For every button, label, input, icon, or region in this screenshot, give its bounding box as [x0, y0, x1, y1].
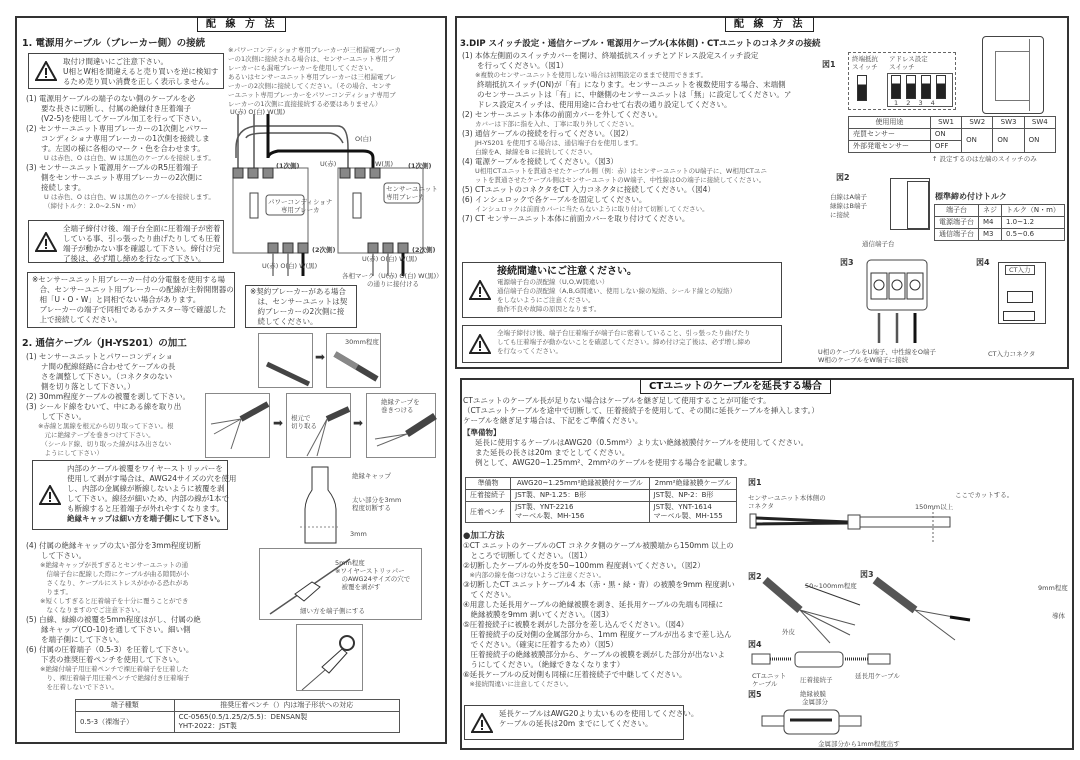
warning-box-2: 全端子締付け後、端子台全面に圧着端子が密着 している事、引っ張ったり曲げたりしても圧着 端子が動かない事を確認して下さい。締付け完 了後は、必ず増し締めを行なって下さい。	[28, 220, 224, 263]
ext-fig3-cable	[870, 575, 980, 645]
ext-fig5-note: 金属部分から1mm程度出す	[818, 740, 900, 748]
fig3-label: 図3	[840, 258, 854, 267]
ext-fig1-connector: センサーユニット本体側の コネクタ	[748, 494, 826, 510]
diagram-label: (1次側)	[408, 162, 432, 170]
step-line: ※複数のセンサーユニットを使用しない場合は初期設定のままで使用できます。	[462, 71, 708, 79]
step-text: (V2-5)を使用してケーブル加工を行って下さい。	[26, 114, 207, 123]
step-line: ところで切断してください。（図1）	[463, 551, 592, 560]
step-line: ⑥延長ケーブルの反対側も同様に圧着接続子で中継してください。	[463, 670, 687, 679]
warning-icon	[469, 280, 491, 300]
step-text: 接続します。	[26, 183, 86, 192]
section3-steps	[462, 51, 791, 224]
diagram-label: U(赤) O(白) W(黒)	[230, 108, 286, 116]
comm-terminal-figure	[890, 178, 930, 230]
step-line: JH-YS201 を使用する場合は、通信端子台を使用します。	[462, 139, 642, 147]
cap-3mm-label: 3mm	[350, 530, 367, 538]
breaker-pc-label: パワーコンディショナ 専用ブレーカ	[268, 198, 333, 214]
ext-fig2-length: 50~100mm程度	[805, 582, 857, 590]
address-switch-2[interactable]	[906, 75, 916, 99]
step-line: ①CT ユニットのケーブルのCT コネクタ側のケーブル被膜端から150mm 以上の	[463, 541, 734, 550]
diagram-label: (1次側)	[276, 162, 300, 170]
processing-method: ●加工方法 ①CT ユニットのケーブルのCT コネクタ側のケーブル被膜端から150mm 以上の ところで切断してください。（図1） ②切断したケーブルの外皮を50~100mm 程度剥いてください。（図2） ※内部の線を傷つけないようご注意ください。 ③切断したCT ユニットケーブル4 本（赤・黒・緑・青）の被膜を9mm 程度剥い てください。 ④用意した延長用ケーブルの絶縁被膜を剥き、延長用ケーブルの先端も同様に 絶縁被膜を9mm 剥いてください。（図3） ⑤圧着接続子に被膜を剥がした部分を差し込んでください。（図4） 圧着接続子の反対側の金属部分から、1mm 程度ケーブルが出るまで差し込ん でください。（確実に圧着するため）（図5） 圧着接続子の絶縁被膜部分から、ケーブルの被膜を剥がした部分が出ないよ うにしてください。（絶縁できなくなります） ⑥延長ケーブルの反対側も同様に圧着接続子で中継してください。 ※接続間違いに注意してください。	[463, 531, 735, 688]
address-switch-3[interactable]	[921, 75, 931, 99]
sensor-unit-device	[982, 36, 1044, 114]
step-text: コンディショナ専用ブレーカーの1次側を接続しま	[26, 134, 210, 143]
left-title: 配 線 方 法	[197, 17, 286, 32]
fig-cable-5: 絶縁テープを 巻きつける	[366, 393, 436, 458]
ext-fig1-label: 図1	[748, 478, 762, 487]
step-line: カバーは下部に指を入れ、丁寧に取り外してください。	[462, 120, 638, 128]
diagram-label: U(赤)	[320, 160, 337, 168]
warning-text: 取付け間違いにご注意下さい。	[63, 57, 168, 66]
step-line: 白線をA、緑線をB に接続してください。	[462, 148, 597, 156]
section2-steps: (1) センサーユニットとパワーコンディショ ナ間の配線経路に合わせてケーブルの長 さを調整して下さい。（コネクタのない 側を切り落として下さい。） (2) 30mm程度ケーブルの被覆を剥して下さい。 (3) シールド線をむいて、中にある線を取り出 して下さい。 ※赤線と黒線を根元から切り取って下さい。根 元に絶縁テープを巻きつけて下さい。 （シールド線、切り取った線がはみ出さない ようにして下さい）	[26, 352, 190, 457]
fig2-note: 白線はA端子 緑線はB端子 に接続	[830, 193, 867, 219]
ext-fig4-label: 図4	[748, 640, 762, 649]
address-switch-4[interactable]	[936, 75, 946, 99]
table-header: 端子種類	[76, 700, 175, 712]
ext-fig4-ct: CTユニット ケーブル	[752, 672, 787, 688]
warning-icon	[35, 232, 57, 252]
fig2-label: 図2	[836, 173, 850, 182]
step-line: ⑤圧着接続子に被膜を剥がした部分を差し込んでください。（図4）	[463, 620, 689, 629]
ext-fig4-connector	[750, 650, 900, 670]
tightening-warning-box: 全端子締付け後、端子台圧着端子が端子台に密着していること、引っ張ったり曲げたり しても圧着端子が動かないことを確認してください。締め付け完了後は、必ず増し締め を行なってください。	[462, 325, 782, 363]
switch-note: ↑ 設定するのは左端のスイッチのみ	[932, 155, 1037, 163]
warning-text: るため売り買い消費を正しく表示しません。	[63, 77, 214, 86]
bottom-right-title: CTユニットのケーブルを延長する場合	[640, 379, 831, 394]
table-cell: CC-0565(0.5/1.25/2/5.5)：DENSAN製 YHT-2022：JST製	[174, 712, 399, 733]
arrow-icon: ➡	[353, 416, 364, 430]
ext-fig1-cable	[748, 508, 958, 543]
step-line: ②切断したケーブルの外皮を50~100mm 程度剥いてください。（図2）	[463, 561, 705, 570]
step-text: (2) センサーユニット専用ブレーカーの1次側とパワー	[26, 124, 209, 133]
step-line: でください。（確実に圧着するため）（図5）	[463, 640, 618, 649]
step-line: ※内部の線を傷つけないようご注意ください。	[463, 571, 605, 579]
step-text: す。左図の様に各相のマーク・色を合わせます。	[26, 144, 205, 153]
arrow-icon: ➡	[273, 416, 284, 430]
diagram-label: O(白)	[355, 135, 372, 143]
crimp-tool-table	[75, 699, 400, 733]
ext-fig3-conductor: 導体	[1052, 612, 1065, 620]
step-text: (3) センサーユニット電源用ケーブルのR5圧着端子	[26, 163, 199, 172]
ext-fig5-metal: 金属部分	[802, 698, 828, 706]
ext-fig5-connector	[760, 708, 870, 738]
warning-icon	[469, 334, 491, 354]
step-line: のセンサーユニットは「有」に、中継側のセンサーユニットは「無」に設定してください。ア	[462, 90, 792, 99]
ct-input-figure: CT入力	[998, 262, 1046, 324]
step-line: 絶縁被膜を9mm 剥いてください。（図3）	[463, 610, 614, 619]
fig1-label: 図1	[822, 60, 836, 69]
preparation-table: 準備物 AWG20~1.25mm²絶縁被膜付ケーブル 2mm²絶縁被膜ケーブル 圧着接続子 JST製、NP-1.25：B形 JST製、NP-2：B形 圧着ペンチ JST製、YNT-2216 マーベル製、MH-156 JST製、YNT-1614 マーベル製、MH-155	[465, 477, 737, 523]
distribution-board-note: ※センサーユニット用ブレーカー付の分電盤を使用する場 合、センサーユニット用ブレーカーの配線が主幹開閉器の 相「U・O・W」と同相でない場合があります。 ブレーカーの端子で同相であるかテスター等で確認した 上で接続してください。	[27, 272, 235, 328]
warning-icon	[35, 61, 57, 81]
step-line: (5) CTユニットのコネクタをCT 入力コネクタに接続してください。（図4）	[462, 185, 715, 194]
step-line: U相用CTユニットを貫通させたケーブル側（例：赤）はセンサーユニットのU端子に、W相用CTユニ	[462, 167, 767, 175]
breaker-side-note: ※パワーコンディショナ専用ブレーカーが三相漏電ブレーカ ーの1次側に接続される場合は、センサーユニット専用ブ レーカーにも漏電ブレーカーを使用してください。 あるいはセンサーユニット専用ブレーカーは三相漏電ブレ ーカーの2次側に接続してください。（その場合、センサ ーユニット専用ブレーカーをパワーコンディショナ専用ブ レーカーの1次側に直接接続する必要はありません）	[228, 46, 402, 108]
cap-label: 絶縁キャップ	[352, 472, 391, 480]
step-text: (1) 電源用ケーブルの端子のない側のケーブルを必	[26, 94, 196, 103]
section1-steps	[26, 94, 215, 211]
fig-cap-strip: 5mm程度 ※ワイヤーストリッパー のAWG24サイズの穴で 被覆を剥がす 細い方を端子側にする	[259, 548, 422, 620]
step-line: (4) 電源ケーブルを接続してください。（図3）	[462, 157, 618, 166]
diagram-label: (2次側)	[312, 246, 336, 254]
fig-cable-1	[258, 333, 313, 388]
power-terminal-figure	[865, 258, 930, 343]
step-line: を行ってください。（図1）	[462, 61, 569, 70]
step-line: (2) センサーユニット本体の前面カバーを外してください。	[462, 110, 663, 119]
step-line: (1) 本体左側面のスイッチカバーを開け、終端抵抗スイッチとアドレス設定スイッチ設定	[462, 51, 759, 60]
section2-heading: 2. 通信ケーブル（JH-YS201）の加工	[22, 338, 187, 349]
ext-fig1-cut: ここでカットする。	[955, 491, 1014, 499]
fig3-caption: U相のケーブルをU端子、中性線をO端子 W相のケーブルをW端子に接続	[818, 348, 937, 364]
diagram-label: W(黒)	[375, 160, 393, 168]
step-text: 側をセンサーユニット専用ブレーカーの2次側に	[26, 173, 203, 182]
warning-icon	[39, 485, 61, 505]
fig-cable-2: 30mm程度	[326, 333, 381, 388]
diagram-label: (2次側)	[412, 246, 436, 254]
step-line: (3) 通信ケーブルの接続を行ってください。（図2）	[462, 129, 633, 138]
contract-breaker-note: ※契約ブレーカーがある場合 は、センサーユニットは契 約ブレーカーの2次側に接 続してください。	[245, 285, 357, 328]
diagram-label: U(赤) O(白) W(黒)	[362, 255, 418, 263]
step-line: ④用意した延長用ケーブルの絶縁被膜を剥き、延長用ケーブルの先端も同様に	[463, 600, 724, 609]
step-line: 圧着接続子の反対側の金属部分から、1mm 程度ケーブルが出るまで差し込ん	[463, 630, 732, 639]
switch-setting-table: 使用用途 SW1 SW2 SW3 SW4 売買センサー ON ON ON ON 外部発電センサー OFF	[848, 116, 1056, 153]
warning-text: U相とW相を間違えると売り買いを逆に検知す	[63, 67, 219, 76]
ext-fig2-sheath: 外皮	[782, 628, 795, 636]
section2-steps-2: (4) 付属の絶縁キャップの太い部分を3mm程度切断 して下さい。 ※絶縁キャップが長すぎるとセンサーユニットの通 信端子台に配線した際にケーブルが曲る隙間が小 さくなり、ケーブルにストレスがかかる恐れがあ ります。 ※短くしすぎると圧着端子を十分に覆うことができ なくなりますのでご注意下さい。 (5) 白線、緑線の被覆を5mm程度はがし、付属の絶 縁キャップ(CO-10)を通して下さい。細い側 を端子側にして下さい。 (6) 付属の圧着端子（0.5-3）を圧着して下さい。 下表の推奨圧着ペンチを使用して下さい。 ※絶縁付端子用圧着ペンチで裸圧着端子を圧着した り、裸圧着端子用圧着ペンチで絶縁付き圧着端子 を圧着しないで下さい。	[26, 541, 201, 691]
breaker-su-label: センサーユニット 専用ブレーカ	[386, 185, 438, 201]
warning-box-1	[28, 53, 224, 89]
step-line: (6) インシュロックで各ケーブルを固定してください。	[462, 195, 647, 204]
fig2-caption: 通信端子台	[862, 240, 895, 248]
torque-table: 端子台 ネジ トルク（N・m） 電源端子台 M4 1.0~1.2 通信端子台 M3 0.5~0.6	[934, 204, 1065, 241]
dip-switch-figure: 終端抵抗 スイッチ アドレス設定 スイッチ 1 2 3 4	[848, 52, 956, 110]
diagram-label: U(赤) O(白) W(黒)	[262, 262, 318, 270]
address-switch-1[interactable]	[891, 75, 901, 99]
torque-title: 標準締め付けトルク	[935, 192, 1007, 201]
extension-intro: CTユニットのケーブル長が足りない場合はケーブルを継ぎ足して使用することが可能です。 （CTユニットケーブルを途中で切断して、圧着接続子を使用して、その間に延長ケーブルを挿入します。） ケーブルを継ぎ足す場合は、下記をご準備ください。 【準備物】 延長に使用するケーブルはAWG20（0.5mm²）より太い絶縁被膜付ケーブルを使用してください。 また延長の長さは20m までとしてください。 例として、AWG20~1.25mm²、2mm²のケーブルを使用する場合を記載します。	[463, 396, 819, 467]
ext-fig5-label: 図5	[748, 690, 762, 699]
step-line: うにしてください。（絶縁できなくなります）	[463, 660, 625, 669]
ext-fig4-ext: 延長用ケーブル	[855, 672, 900, 680]
ext-fig1-length: 150mm以上	[915, 503, 954, 511]
ext-fig4-connector-label: 圧着接続子	[800, 676, 833, 684]
fig-ring-terminal	[296, 624, 363, 691]
section3-heading: 3.DIP スイッチ設定・通信ケーブル・電源用ケーブル(本体側)・CTユニットのコネクタの接続	[460, 39, 821, 49]
arrow-icon: ➡	[315, 350, 326, 364]
table-cell: 0.5-3（裸端子）	[76, 712, 175, 733]
warning-box-3: 内部のケーブル被覆をワイヤーストリッパーを 使用して剥がす場合は、AWG24サイズの穴を使用 し、内部の金属線が断線しないように被覆を剥 して下さい。線径が細いため、内部の線が1本で も断線すると圧着端子が外れやすくなります。 絶縁キャップは細い方を端子側にして下さい。	[32, 460, 228, 530]
warning-icon	[471, 713, 493, 733]
fig4-caption: CT入力コネクタ	[988, 350, 1036, 358]
step-line: インシュロックは前面カバーに当たらないように取り付けて切断してください。	[462, 205, 709, 213]
step-line: ※接続間違いに注意してください。	[463, 680, 573, 688]
step-line: 終端抵抗スイッチ(ON)が「有」になります。センサーユニットを複数使用する場合、末端側	[462, 80, 786, 89]
extension-warning-box: 延長ケーブルはAWG20より太いものを使用してください。 ケーブルの延長は20m までにしてください。	[464, 705, 684, 740]
fig-cable-3	[205, 393, 270, 458]
cap-cut-label: 太い部分を3mm 程度切断する	[352, 496, 402, 512]
step-text: 要な長さに切断し、付属の絶縁付き圧着端子	[26, 104, 191, 113]
step-note: （締付トルク：2.0~2.5N・m）	[44, 202, 140, 210]
step-line: 圧着接続子の絶縁被膜部分から、ケーブルの被膜を剥がした部分が出ないよ	[463, 650, 725, 659]
section1-heading: 1. 電源用ケーブル（ブレーカー側）の接続	[22, 38, 206, 49]
ext-fig2-label: 図2	[748, 572, 762, 581]
ext-fig5-insul: 絶縁被膜	[800, 690, 826, 698]
ext-fig3-label: 図3	[860, 570, 874, 579]
step-note: U は赤色、O は白色、W は黒色のケーブルを接続します。	[44, 154, 215, 162]
fig-cable-4: 根元で 切り取る	[286, 393, 351, 458]
fig4-label: 図4	[976, 258, 990, 267]
phase-note: 各相マーク（U(赤) O(白) W(黒)） の通りに接付ける	[342, 272, 443, 288]
terminator-switch[interactable]	[857, 75, 867, 101]
connection-warning-box: 接続間違いにご注意ください。 電源端子台の誤配線（U,O,W間違い） 通信端子台の誤配線（A,B,G間違い、使用しない線の短絡、シールド線との短絡） をしないようにご注意ください。 動作不良や故障の原因となります。	[462, 262, 782, 318]
step-note: U は赤色、O は白色、W は黒色のケーブルを接続します。	[44, 193, 215, 201]
top-right-title: 配 線 方 法	[725, 17, 814, 32]
step-line: ドレス設定スイッチは、使用用途に合わせて右表の通り設定してください。	[462, 100, 732, 109]
ext-fig3-length: 9mm程度	[1038, 584, 1068, 592]
step-line: (7) CT センサーユニット本体に前面カバーを取り付けてください。	[462, 214, 690, 223]
table-header: 推奨圧着ペンチ（）内は端子形状への対応	[174, 700, 399, 712]
step-line: ットを貫通させたケーブル側はセンサーユニットのW端子、中性線はOの端子に接続してください。	[462, 176, 766, 184]
step-line: てください。	[463, 590, 516, 599]
step-line: ③切断したCT ユニットケーブル4 本（赤・黒・緑・青）の被膜を9mm 程度剥い	[463, 580, 735, 589]
